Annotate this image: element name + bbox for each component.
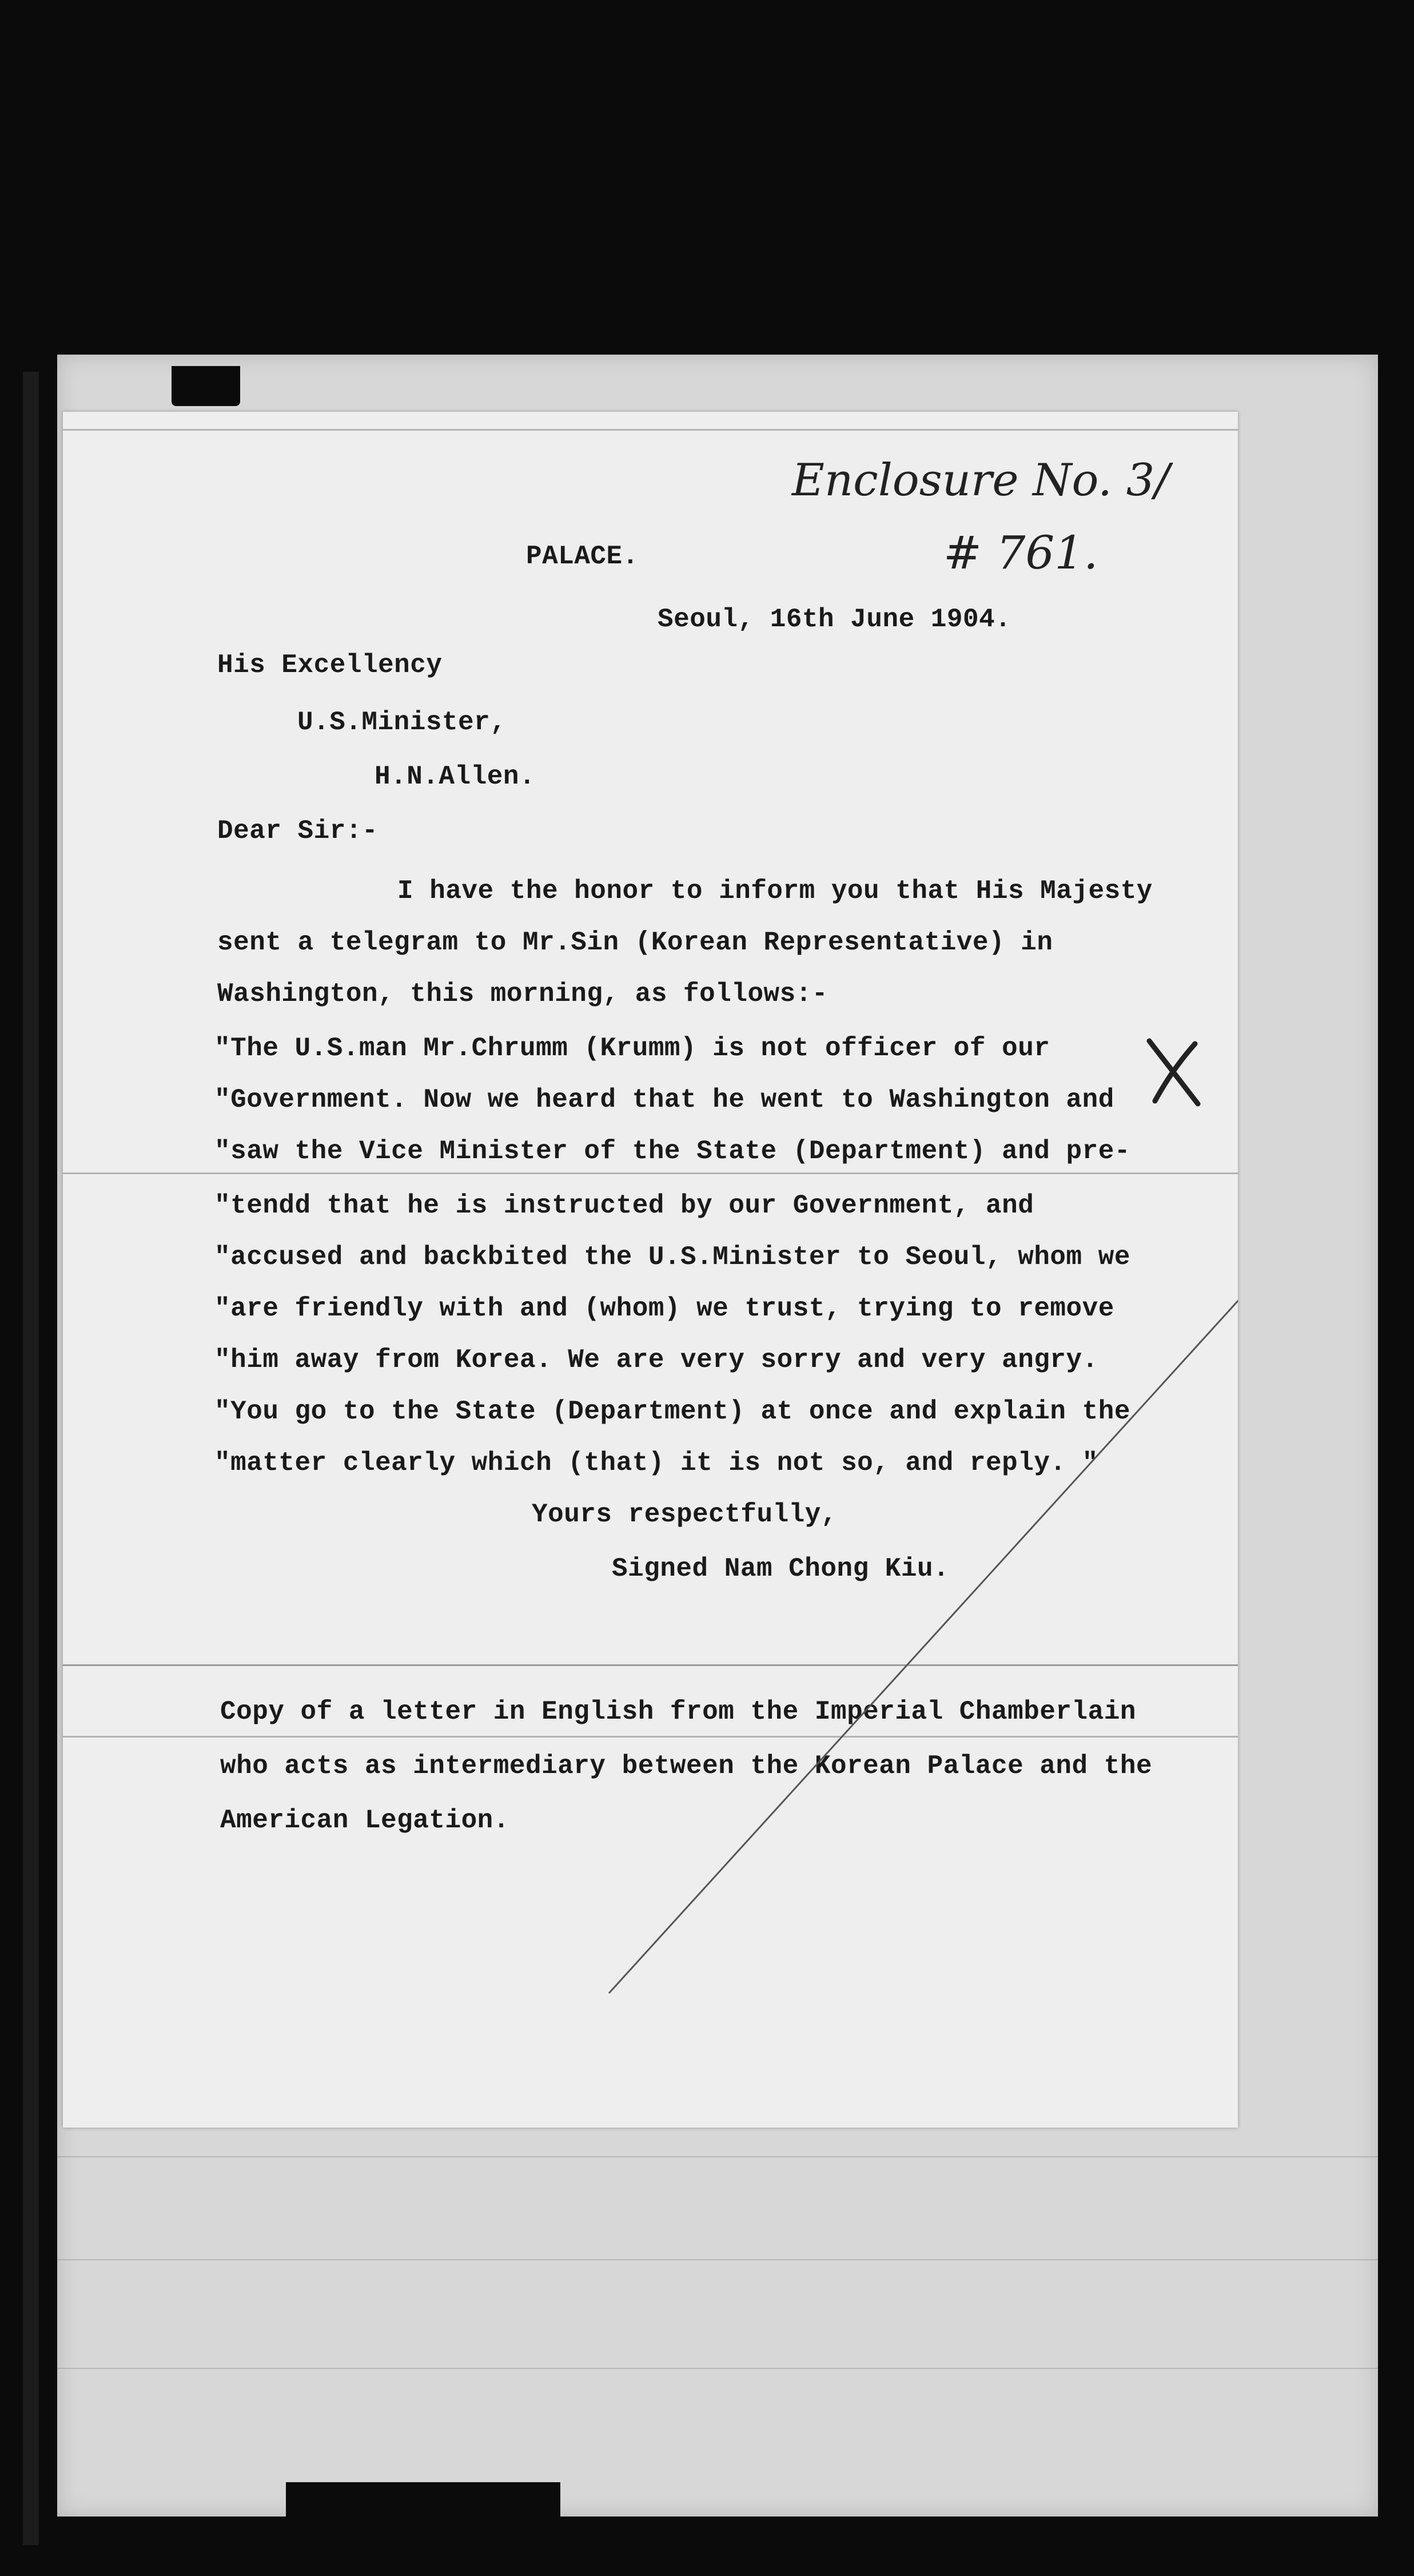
address-line-3: H.N.Allen. — [375, 762, 536, 792]
body-line: "matter clearly which (that) it is not so, and reply. " — [214, 1448, 1098, 1478]
salutation: Dear Sir:- — [217, 816, 379, 846]
note-line: Copy of a letter in English from the Imperial Chamberlain — [220, 1697, 1136, 1727]
clip-shadow — [286, 2482, 560, 2522]
x-mark-icon — [1144, 1035, 1206, 1110]
number-annotation: # 761. — [943, 526, 1098, 579]
body-line: "him away from Korea. We are very sorry and very angry. — [214, 1345, 1098, 1375]
address-line-1: His Excellency — [217, 650, 443, 680]
enclosure-annotation: Enclosure No. 3/ — [792, 455, 1170, 506]
signature: Signed Nam Chong Kiu. — [612, 1554, 950, 1584]
letter-date: Seoul, 16th June 1904. — [658, 605, 1011, 634]
body-line: "Government. Now we heard that he went to Washington and — [214, 1085, 1114, 1115]
note-line: American Legation. — [220, 1806, 509, 1835]
diagonal-pencil-line — [63, 412, 1238, 2128]
address-line-2: U.S.Minister, — [297, 707, 507, 737]
closing: Yours respectfully, — [532, 1500, 837, 1529]
body-line: sent a telegram to Mr.Sin (Korean Representative) in — [217, 928, 1053, 957]
sheet-streak — [57, 2368, 1378, 2369]
body-line: "You go to the State (Department) at once and explain the — [214, 1397, 1130, 1426]
sheet-streak — [57, 2156, 1378, 2157]
sheet-streak — [57, 2259, 1378, 2260]
note-line: who acts as intermediary between the Korean Palace and the — [220, 1751, 1153, 1781]
body-line: "tendd that he is instructed by our Government, and — [214, 1191, 1034, 1221]
body-line: "saw the Vice Minister of the State (Department) and pre- — [214, 1136, 1130, 1166]
body-line: Washington, this morning, as follows:- — [217, 979, 828, 1009]
clip-shadow — [172, 366, 240, 406]
letter-sheet — [63, 412, 1238, 2128]
body-line: I have the honor to inform you that His Majesty — [397, 876, 1153, 906]
body-line: "The U.S.man Mr.Chrumm (Krumm) is not officer of our — [214, 1033, 1050, 1063]
film-edge — [23, 372, 39, 2545]
body-line: "are friendly with and (whom) we trust, trying to remove — [214, 1294, 1114, 1323]
letter-heading: PALACE. — [526, 542, 639, 571]
body-line: "accused and backbited the U.S.Minister to Seoul, whom we — [214, 1242, 1130, 1272]
